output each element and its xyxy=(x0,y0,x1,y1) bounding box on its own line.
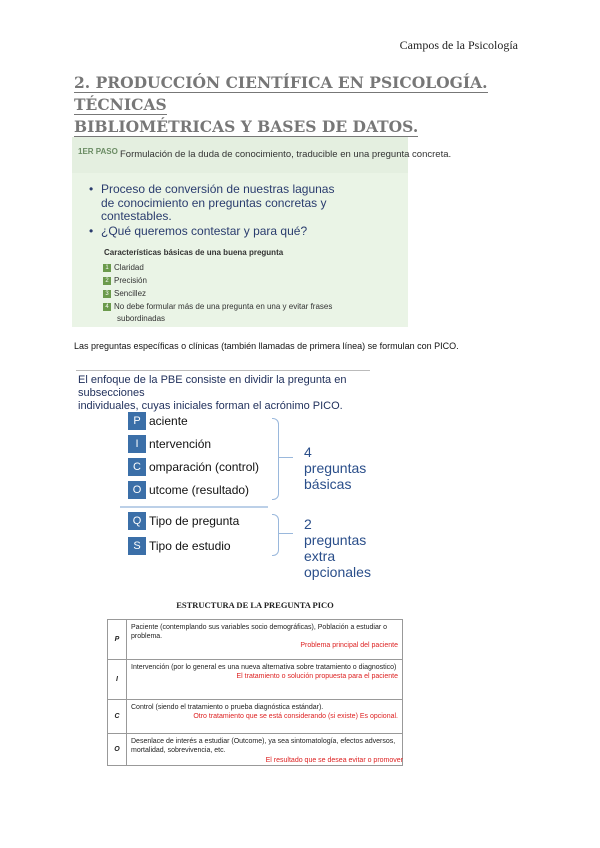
brace-tick xyxy=(279,457,293,458)
word-intervencion: ntervención xyxy=(149,437,212,451)
row-key: O xyxy=(108,734,127,766)
word-comparacion: omparación (control) xyxy=(149,460,260,474)
row-key: C xyxy=(108,700,127,734)
pico-table xyxy=(107,619,403,766)
bullet-dot-icon: • xyxy=(89,182,94,196)
feature-number: 3 xyxy=(103,290,111,298)
word-tipo-estudio: Tipo de estudio xyxy=(149,539,231,553)
divider xyxy=(120,506,268,508)
feature-text: Sencillez xyxy=(114,289,147,298)
row-content xyxy=(127,620,403,660)
word-outcome: utcome (resultado) xyxy=(149,483,250,497)
feature-number: 4 xyxy=(103,303,111,311)
row-content xyxy=(127,700,403,734)
row-note: Problema principal del paciente xyxy=(300,642,398,649)
group-extra-line2: extra opcionales xyxy=(304,548,371,580)
section-title-line1: 2. PRODUCCIÓN CIENTÍFICA EN PSICOLOGÍA. TÉCNICAS xyxy=(74,73,488,114)
group-extra-label xyxy=(304,516,372,580)
brace-tick xyxy=(279,533,293,534)
feature-text: Claridad xyxy=(114,263,144,272)
feature-text-cont: subordinadas xyxy=(117,314,166,323)
bullet-1-line3: contestables. xyxy=(101,209,172,223)
bullet-1-line2: de conocimiento en preguntas concretas y xyxy=(101,195,327,210)
table-row xyxy=(108,700,403,734)
top-rule xyxy=(76,370,370,371)
word-tipo-pregunta: Tipo de pregunta xyxy=(149,514,240,528)
bullet-2-line1: ¿Qué queremos contestar y para qué? xyxy=(101,224,308,238)
section-title xyxy=(74,72,514,138)
bullet-dot-icon: • xyxy=(89,224,94,238)
brace-basic-icon xyxy=(272,418,279,500)
step-banner xyxy=(72,137,452,173)
letter-box-q: Q xyxy=(128,512,146,530)
feature-number: 2 xyxy=(103,277,111,285)
feature-number: 1 xyxy=(103,264,111,272)
table-row xyxy=(108,620,403,660)
row-note: Otro tratamiento que se está considerando (si existe) Es opcional. xyxy=(193,713,398,720)
row-text: Intervención (por lo general es una nueva alternativa sobre tratamiento o diagnostico) xyxy=(131,664,397,671)
feature-text: Precisión xyxy=(114,276,147,285)
feature-item xyxy=(103,263,144,272)
group-basic-line2: básicas xyxy=(304,476,352,492)
running-header: Campos de la Psicología xyxy=(399,38,518,52)
row-text: Desenlace de interés a estudiar (Outcome), ya sea sintomatología, efectos adversos, mortalidad, sobrevivencia, etc. xyxy=(131,738,396,754)
step-label: 1ER PASO xyxy=(78,147,118,156)
structure-title: ESTRUCTURA DE LA PREGUNTA PICO xyxy=(176,600,334,610)
row-content xyxy=(127,660,403,700)
feature-item xyxy=(103,276,147,285)
figure-pico-structure xyxy=(107,590,403,770)
group-basic-label xyxy=(304,444,372,492)
outcome-note: El resultado que se desea evitar o promover xyxy=(265,757,403,764)
bullet-1 xyxy=(89,182,335,224)
row-text: Control (siendo el tratamiento o prueba diagnóstica estándar). xyxy=(131,704,324,711)
feature-item xyxy=(103,302,332,311)
feature-item xyxy=(103,289,146,298)
letter-box-o: O xyxy=(128,481,146,499)
intro-line1: El enfoque de la PBE consiste en dividir la pregunta en subsecciones xyxy=(78,374,347,399)
group-basic-line1: 4 preguntas xyxy=(304,444,367,476)
features-title: Características básicas de una buena pregunta xyxy=(104,248,284,257)
row-key: P xyxy=(108,620,127,660)
row-note: El tratamiento o solución propuesta para el paciente xyxy=(236,673,398,680)
group-extra-line1: 2 preguntas xyxy=(304,516,367,548)
bullet-1-line1: Proceso de conversión de nuestras lagunas xyxy=(101,182,335,196)
feature-text: No debe formular más de una pregunta en una y evitar frases xyxy=(114,302,333,311)
pico-intro xyxy=(78,374,372,413)
brace-extra-icon xyxy=(272,514,279,556)
row-key: I xyxy=(108,660,127,700)
letter-box-c: C xyxy=(128,458,146,476)
section-title-line2: BIBLIOMÉTRICAS Y BASES DE DATOS. xyxy=(74,117,419,136)
table-row xyxy=(108,660,403,700)
figure-pico-acronym xyxy=(76,370,372,580)
caption: Las preguntas específicas o clínicas (también llamadas de primera línea) se formulan con PICO. xyxy=(74,341,459,351)
letter-box-i: I xyxy=(128,435,146,453)
letter-box-p: P xyxy=(128,412,146,430)
step-text: Formulación de la duda de conocimiento, traducible en una pregunta concreta. xyxy=(120,149,452,160)
bullet-2 xyxy=(89,224,308,239)
row-text: Paciente (contemplando sus variables socio demográficas), Población a estudiar o problema. xyxy=(131,624,388,640)
word-paciente: aciente xyxy=(149,414,188,428)
figure-first-step xyxy=(72,137,452,327)
intro-line2: individuales, cuyas iniciales forman el acrónimo PICO. xyxy=(78,400,343,412)
letter-box-s: S xyxy=(128,537,146,555)
